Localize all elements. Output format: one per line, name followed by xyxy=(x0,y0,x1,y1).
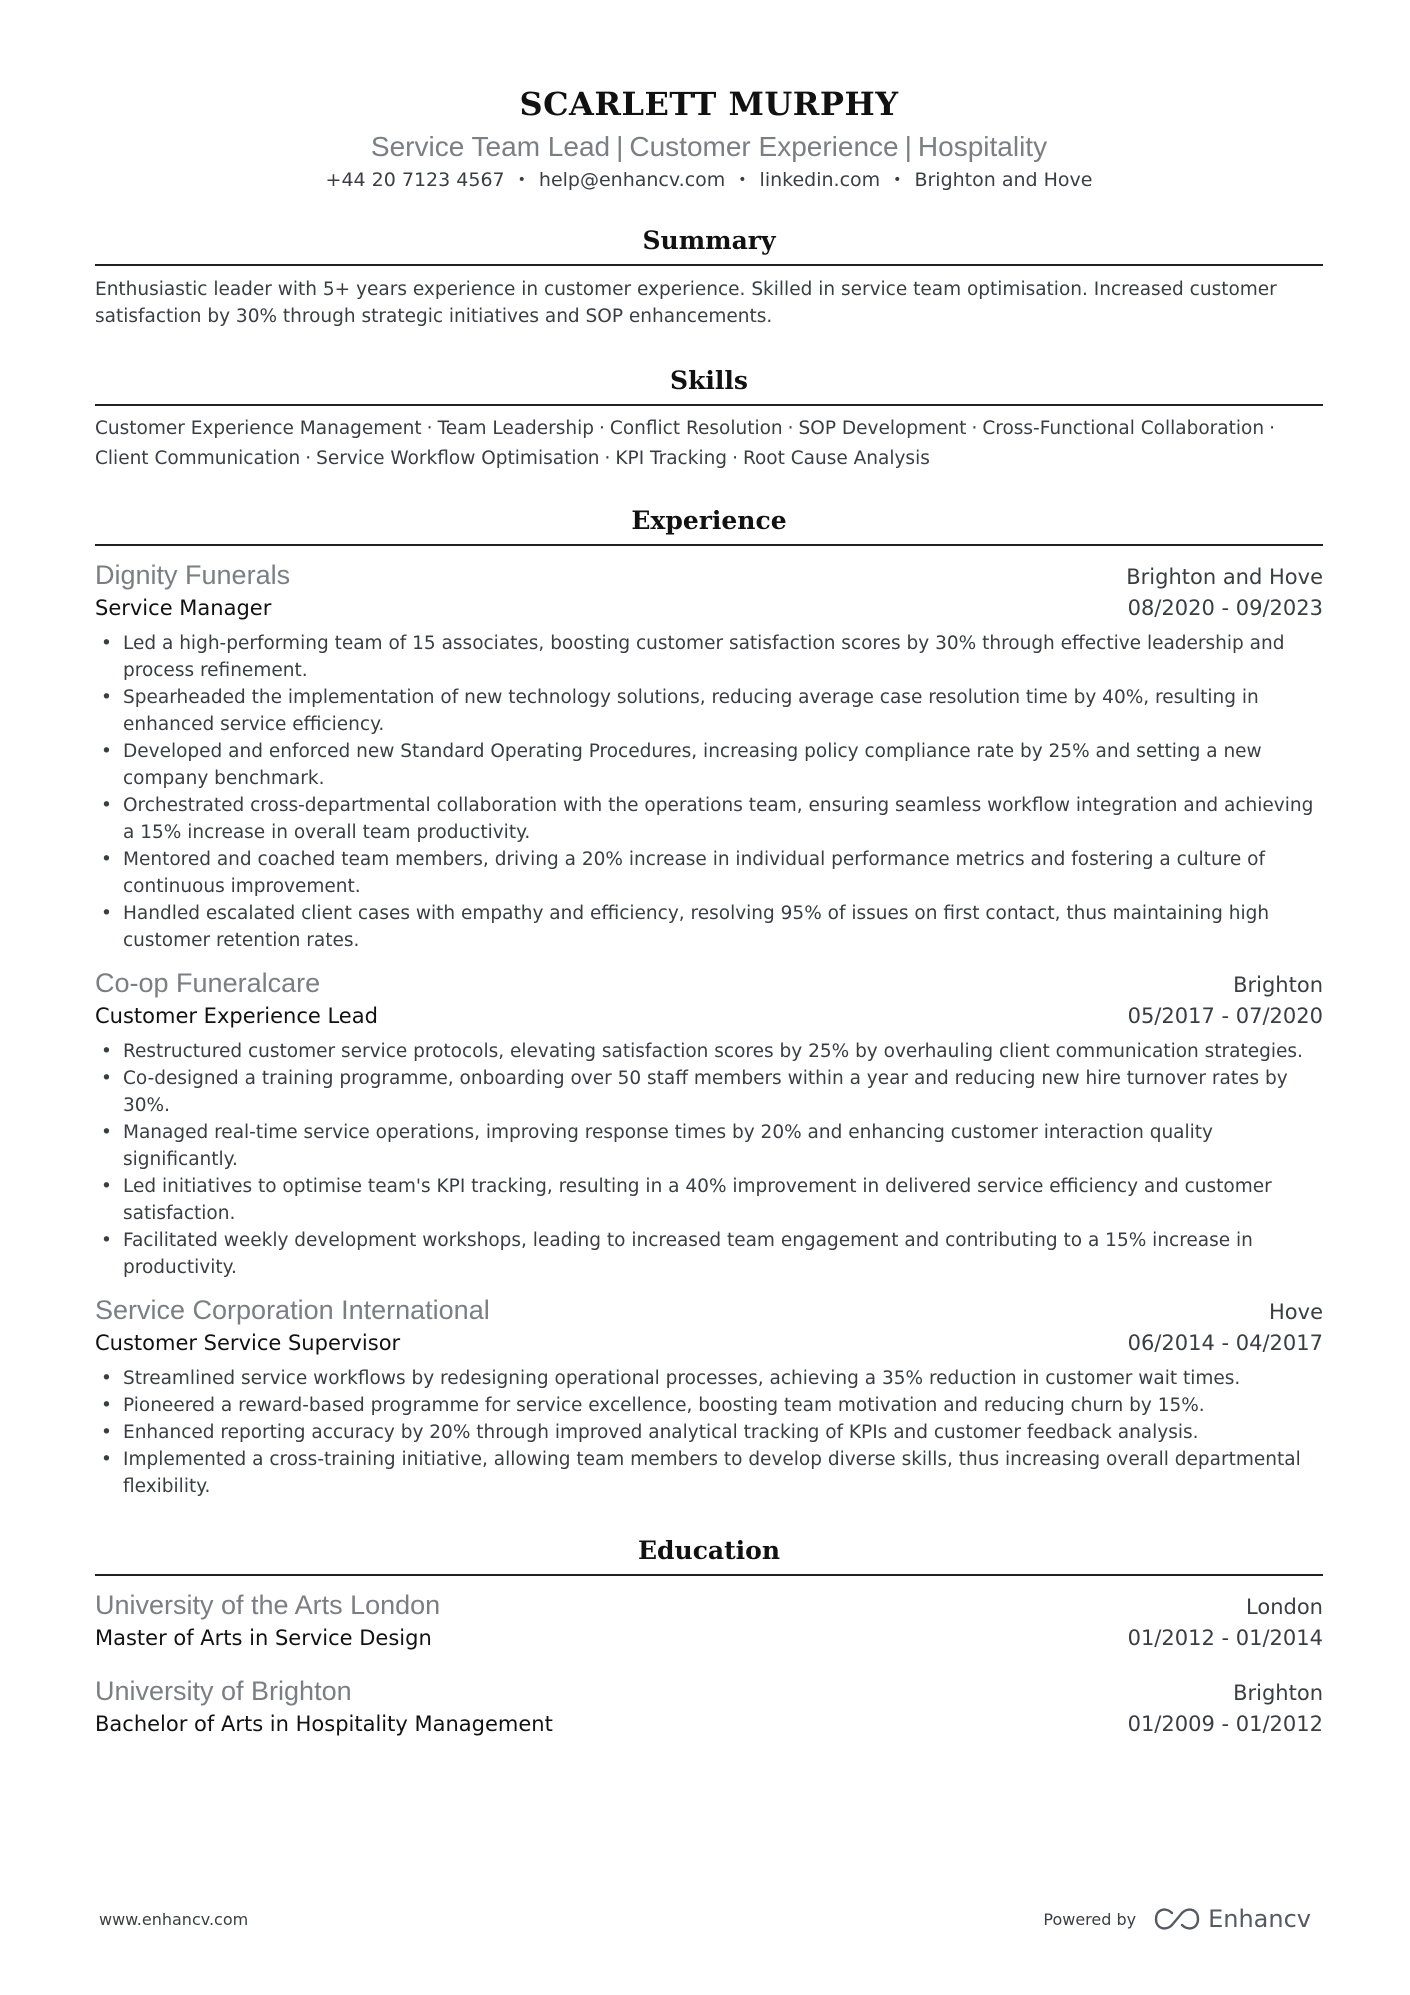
company-name: Dignity Funerals xyxy=(95,560,291,590)
page-footer xyxy=(99,1905,1311,1933)
skill-separator: · xyxy=(1269,418,1275,439)
school-name: University of the Arts London xyxy=(95,1590,441,1620)
school-location: Brighton xyxy=(1233,1681,1323,1705)
skills-list xyxy=(95,414,1323,474)
contact-line xyxy=(95,166,1323,196)
email-link[interactable]: help@enhancv.com xyxy=(538,169,726,191)
company-name: Service Corporation International xyxy=(95,1295,490,1325)
school-name: University of Brighton xyxy=(95,1676,352,1706)
job-dates: 06/2014 - 04/2017 xyxy=(1127,1331,1323,1355)
skill-item: Conflict Resolution xyxy=(609,418,783,439)
job-location: Brighton xyxy=(1233,973,1323,997)
experience-section xyxy=(95,504,1323,1500)
experience-entry xyxy=(95,966,1323,1281)
job-title: Service Manager xyxy=(95,596,272,620)
headline-title: Service Team Lead xyxy=(370,131,611,162)
achievement-list xyxy=(95,1365,1323,1500)
section-heading: Experience xyxy=(95,504,1323,546)
achievement-item: • Led a high-performing team of 15 associates, boosting customer satisfaction scores by 30% through effective leadership and process refinement. xyxy=(95,630,1323,684)
skill-item: KPI Tracking xyxy=(615,448,728,469)
powered-by xyxy=(1043,1905,1311,1933)
headline-title: Hospitality xyxy=(917,131,1048,162)
achievement-item: • Handled escalated client cases with empathy and efficiency, resolving 95% of issues on first contact, thus maintaining high customer retention rates. xyxy=(95,900,1323,954)
degree-title: Master of Arts in Service Design xyxy=(95,1626,432,1650)
skill-separator: · xyxy=(305,448,312,469)
experience-entry xyxy=(95,1293,1323,1500)
section-heading: Skills xyxy=(95,364,1323,406)
resume-page xyxy=(95,0,1323,1740)
achievement-item: • Co-designed a training programme, onboarding over 50 staff members within a year and reducing new hire turnover rates by 30%. xyxy=(95,1065,1323,1119)
phone-number[interactable]: +44 20 7123 4567 xyxy=(325,169,505,191)
skill-item: Root Cause Analysis xyxy=(742,448,930,469)
achievement-item: • Pioneered a reward-based programme for service excellence, boosting team motivation and reducing churn by 15%. xyxy=(95,1392,1323,1419)
skill-item: Customer Experience Management xyxy=(95,418,422,439)
education-section xyxy=(95,1534,1323,1740)
achievement-list xyxy=(95,1038,1323,1281)
job-location: Hove xyxy=(1269,1300,1323,1324)
achievement-item: • Spearheaded the implementation of new technology solutions, reducing average case resolution time by 40%, resulting in enhanced service efficiency. xyxy=(95,684,1323,738)
location-text: Brighton and Hove xyxy=(914,169,1093,191)
skill-item: Cross-Functional Collaboration xyxy=(982,418,1265,439)
job-title: Customer Service Supervisor xyxy=(95,1331,401,1355)
job-dates: 08/2020 - 09/2023 xyxy=(1127,596,1323,620)
school-location: London xyxy=(1246,1595,1323,1619)
skill-item: Team Leadership xyxy=(437,418,595,439)
achievement-item: • Implemented a cross-training initiative, allowing team members to develop diverse skills, thus increasing overall departmental flexibility. xyxy=(95,1446,1323,1500)
title-separator: | xyxy=(904,131,912,162)
headline-titles xyxy=(95,128,1323,166)
achievement-list xyxy=(95,630,1323,954)
section-heading: Education xyxy=(95,1534,1323,1576)
skill-item: Client Communication xyxy=(95,448,301,469)
achievement-item: • Orchestrated cross-departmental collaboration with the operations team, ensuring seamless workflow integration and achieving a 15% increase in overall team productivity. xyxy=(95,792,1323,846)
skill-separator: · xyxy=(426,418,433,439)
skill-separator: · xyxy=(732,448,738,469)
contact-separator: • xyxy=(738,172,747,188)
enhancv-logo-icon xyxy=(1154,1907,1200,1931)
company-name: Co-op Funeralcare xyxy=(95,968,321,998)
achievement-item: • Mentored and coached team members, driving a 20% increase in individual performance metrics and fostering a culture of continuous improvement. xyxy=(95,846,1323,900)
achievement-item: • Developed and enforced new Standard Operating Procedures, increasing policy compliance rate by 25% and setting a new company benchmark. xyxy=(95,738,1323,792)
resume-header xyxy=(95,0,1323,196)
degree-title: Bachelor of Arts in Hospitality Management xyxy=(95,1712,553,1736)
section-heading: Summary xyxy=(95,224,1323,266)
brand-name: Enhancv xyxy=(1208,1905,1311,1933)
job-title: Customer Experience Lead xyxy=(95,1004,378,1028)
website-link[interactable]: www.enhancv.com xyxy=(99,1909,249,1929)
education-entry xyxy=(95,1674,1323,1740)
title-separator: | xyxy=(616,131,624,162)
education-dates: 01/2009 - 01/2012 xyxy=(1127,1712,1323,1736)
summary-text: Enthusiastic leader with 5+ years experience in customer experience. Skilled in service team optimisation. Increased customer satisfaction by 30% through strategic initiatives and SOP enhancements. xyxy=(95,279,1277,327)
skill-item: Service Workflow Optimisation xyxy=(316,448,600,469)
skills-section xyxy=(95,364,1323,474)
achievement-item: • Streamlined service workflows by redesigning operational processes, achieving a 35% reduction in customer wait times. xyxy=(95,1365,1323,1392)
headline-title: Customer Experience xyxy=(629,131,899,162)
enhancv-brand[interactable] xyxy=(1154,1905,1311,1933)
skill-separator: · xyxy=(599,418,605,439)
education-entry xyxy=(95,1588,1323,1654)
education-dates: 01/2012 - 01/2014 xyxy=(1127,1626,1323,1650)
achievement-item: • Enhanced reporting accuracy by 20% through improved analytical tracking of KPIs and customer feedback analysis. xyxy=(95,1419,1323,1446)
achievement-item: • Managed real-time service operations, improving response times by 20% and enhancing customer interaction quality significantly. xyxy=(95,1119,1323,1173)
summary-section xyxy=(95,224,1323,330)
contact-separator: • xyxy=(517,172,526,188)
skill-separator: · xyxy=(787,418,794,439)
skill-separator: · xyxy=(604,448,611,469)
job-location: Brighton and Hove xyxy=(1126,565,1323,589)
experience-entry xyxy=(95,558,1323,954)
skill-separator: · xyxy=(971,418,978,439)
skill-item: SOP Development xyxy=(798,418,967,439)
achievement-item: • Restructured customer service protocols, elevating satisfaction scores by 25% by overhauling client communication strategies. xyxy=(95,1038,1323,1065)
achievement-item: • Facilitated weekly development workshops, leading to increased team engagement and contributing to a 15% increase in productivity. xyxy=(95,1227,1323,1281)
linkedin-link[interactable]: linkedin.com xyxy=(759,169,881,191)
job-dates: 05/2017 - 07/2020 xyxy=(1127,1004,1323,1028)
candidate-name: SCARLETT MURPHY xyxy=(519,85,899,123)
powered-by-label: Powered by xyxy=(1043,1909,1137,1929)
achievement-item: • Led initiatives to optimise team's KPI tracking, resulting in a 40% improvement in delivered service efficiency and customer satisfaction. xyxy=(95,1173,1323,1227)
contact-separator: • xyxy=(893,172,902,188)
